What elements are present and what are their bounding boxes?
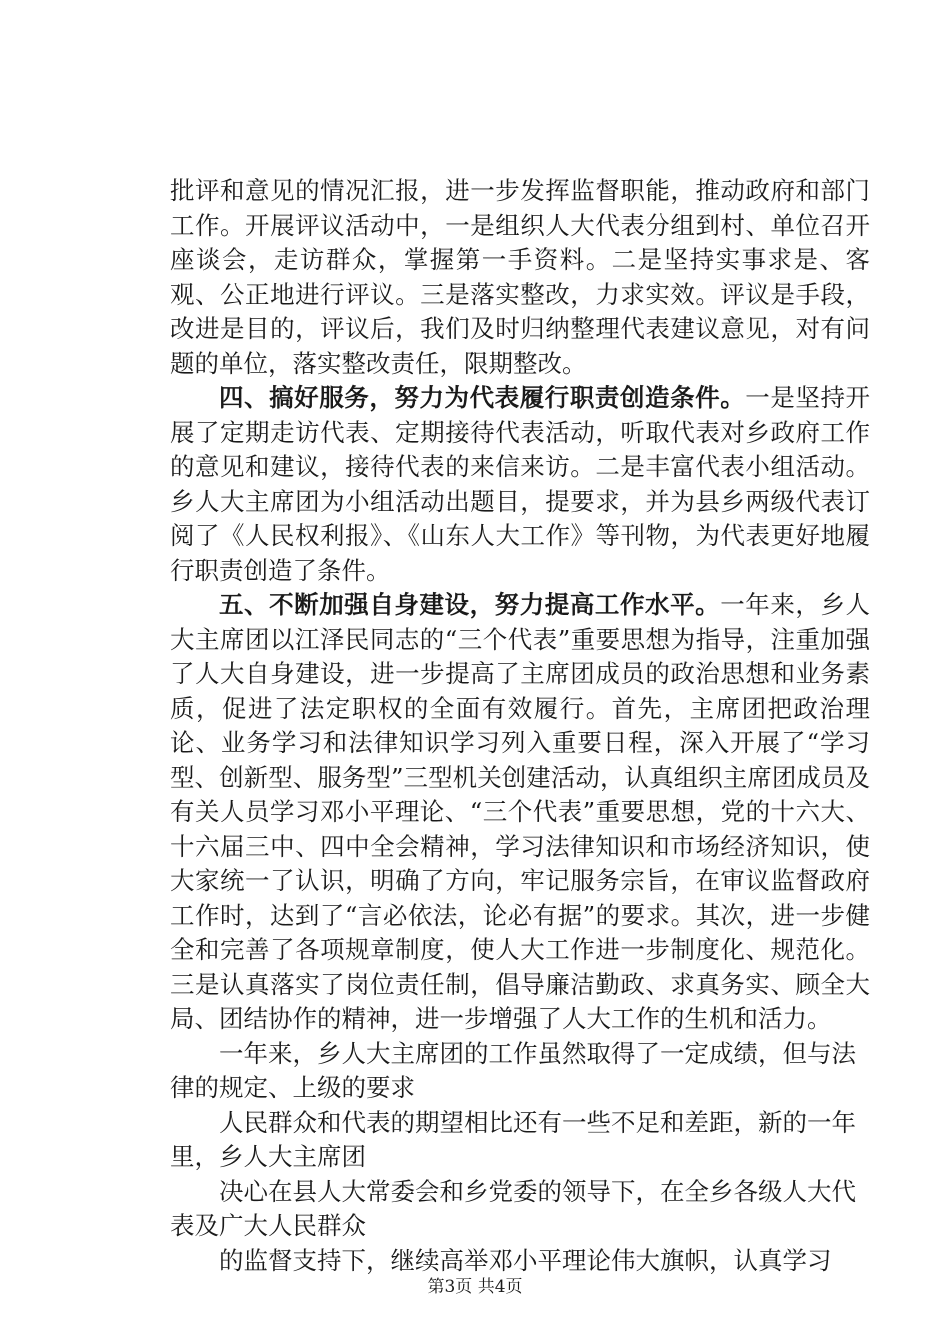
closing-fragment: 人民群众和代表的期望相比还有一些不足和差距，新的一年里，乡人大主席团 xyxy=(170,1107,856,1171)
paragraph-text: 批评和意见的情况汇报，进一步发挥监督职能，推动政府和部门工作。开展评议活动中，一是组织人大代表分组到村、单位召开座谈会，走访群众，掌握第一手资料。二是坚持实事求是、客观、公正地进行评议。三是落实整改，力求实效。评议是手段，改进是目的，评议后，我们及时归纳整理代表建议意见，对有问题的单位，落实整改责任，限期整改。 xyxy=(170,176,870,378)
section-heading: 五、不断加强自身建设，努力提高工作水平。 xyxy=(219,590,721,619)
section-heading: 四、搞好服务，努力为代表履行职责创造条件。 xyxy=(219,383,746,412)
paragraph-text: 一年来，乡人大主席团以江泽民同志的“三个代表”重要思想为指导，注重加强了人大自身建设，进一步提高了主席团成员的政治思想和业务素质，促进了法定职权的全面有效履行。首先，主席团把政治理论、业务学习和法律知识学习列入重要日程，深入开展了“学习型、创新型、服务型”三型机关创建活动，认真组织主席团成员及有关人员学习邓小平理论、“三个代表”重要思想，党的十六大、十六届三中、四中全会精神，学习法律知识和市场经济知识，使大家统一了认识，明确了方向，牢记服务宗旨，在审议监督政府工作时，达到了“言必依法，论必有据”的要求。其次，进一步健全和完善了各项规章制度，使人大工作进一步制度化、规范化。三是认真落实了岗位责任制，倡导廉洁勤政、求真务实、顾全大局、团结协作的精神，进一步增强了人大工作的生机和活力。 xyxy=(170,590,871,1033)
paragraph-section-four xyxy=(170,381,870,588)
page-footer xyxy=(0,1272,950,1297)
paragraph-continuation xyxy=(170,174,870,381)
paragraph-section-five xyxy=(170,588,870,1037)
closing-fragment: 的监督支持下，继续高举邓小平理论伟大旗帜，认真学习 xyxy=(219,1245,832,1275)
paragraph-text: 一是坚持开展了定期走访代表、定期接待代表活动，听取代表对乡政府工作的意见和建议，接待代表的来信来访。二是丰富代表小组活动。乡人大主席团为小组活动出题目，提要求，并为县乡两级代表订阅了《人民权利报》、《山东人大工作》等刊物，为代表更好地履行职责创造了条件。 xyxy=(170,383,871,585)
closing-fragment: 决心在县人大常委会和乡党委的领导下，在全乡各级人大代表及广大人民群众 xyxy=(170,1176,856,1240)
closing-fragment: 一年来，乡人大主席团的工作虽然取得了一定成绩，但与法律的规定、上级的要求 xyxy=(170,1038,856,1102)
page-number-label: 第3页 共4页 xyxy=(427,1277,523,1297)
document-page xyxy=(170,174,870,1278)
